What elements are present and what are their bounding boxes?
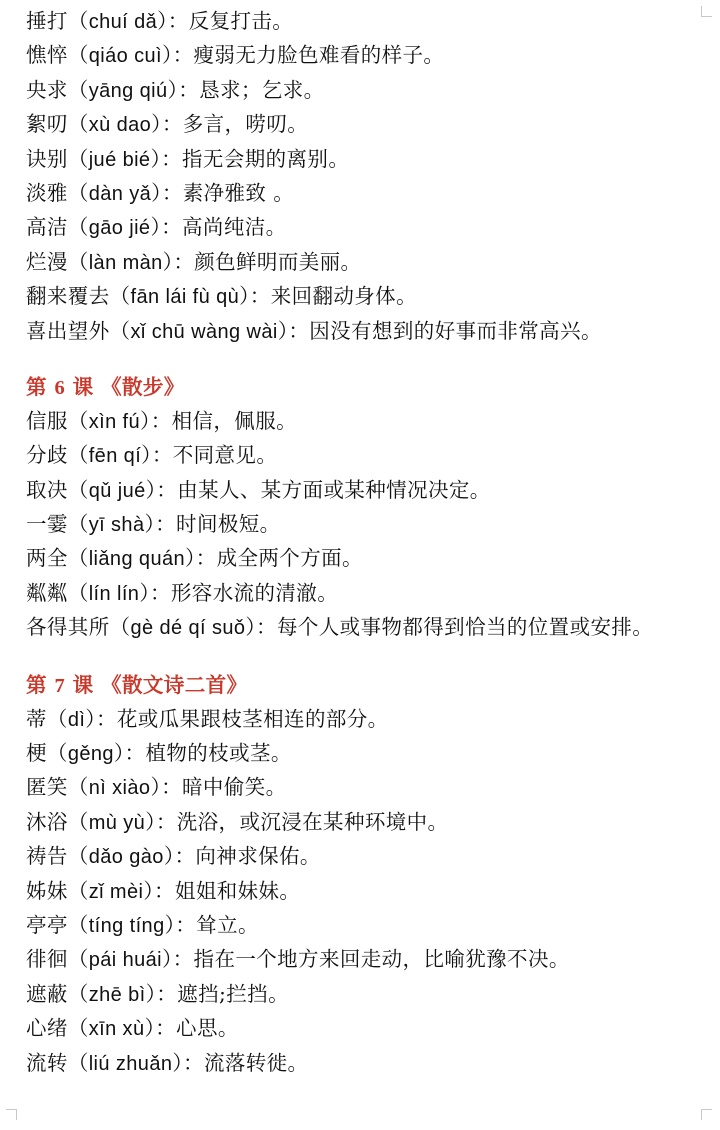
vocab-pinyin: xù dao bbox=[88, 114, 152, 137]
vocab-pinyin: lín lín bbox=[88, 582, 140, 605]
vocab-definition: 每个人或事物都得到恰当的位置或安排。 bbox=[276, 615, 654, 640]
open-paren: （ bbox=[46, 741, 68, 766]
vocab-entry bbox=[26, 107, 694, 141]
vocab-pinyin: fēn qí bbox=[88, 445, 142, 468]
vocab-definition: 成全两个方面。 bbox=[216, 546, 363, 571]
vocab-pinyin: gāo jié bbox=[88, 217, 151, 240]
vocab-word: 取决 bbox=[26, 477, 68, 502]
vocab-word: 翻来覆去 bbox=[26, 284, 110, 309]
open-paren: （ bbox=[67, 580, 89, 605]
open-paren: （ bbox=[46, 706, 68, 731]
close-paren-colon: ）： bbox=[163, 844, 196, 869]
open-paren: （ bbox=[67, 9, 89, 33]
open-paren: （ bbox=[67, 809, 89, 834]
vocab-word: 亭亭 bbox=[26, 913, 68, 937]
vocab-word: 蒂 bbox=[26, 706, 47, 731]
vocab-definition: 多言，唠叨。 bbox=[182, 112, 309, 137]
vocab-entry bbox=[26, 210, 694, 244]
vocab-definition: 由某人、某方面或某种情况决定。 bbox=[177, 477, 491, 502]
vocab-entry bbox=[26, 314, 694, 348]
lesson-heading bbox=[26, 668, 694, 702]
vocab-word: 姊妹 bbox=[26, 878, 68, 903]
open-paren: （ bbox=[67, 1050, 89, 1075]
vocab-pinyin: qǔ jué bbox=[88, 479, 146, 502]
vocab-word: 徘徊 bbox=[26, 947, 68, 972]
vocab-definition: 因没有想到的好事而非常高兴。 bbox=[309, 318, 602, 343]
vocab-word: 诀别 bbox=[26, 146, 68, 171]
vocab-entry bbox=[26, 541, 694, 575]
vocab-word: 心绪 bbox=[26, 1016, 68, 1041]
close-paren-colon: ）： bbox=[113, 741, 146, 766]
page-corner-mark bbox=[6, 1109, 17, 1120]
lesson-title: 课 《散文诗二首》 bbox=[72, 672, 248, 697]
vocab-definition: 时间极短。 bbox=[176, 512, 281, 537]
close-paren-colon: ）： bbox=[245, 615, 277, 640]
close-paren-colon: ）： bbox=[150, 775, 183, 800]
vocab-definition: 反复打击。 bbox=[188, 9, 294, 33]
vocab-word: 匿笑 bbox=[26, 775, 68, 800]
close-paren-colon: ）： bbox=[139, 580, 171, 605]
open-paren: （ bbox=[109, 284, 131, 309]
open-paren: （ bbox=[67, 878, 89, 903]
vocab-entry bbox=[26, 942, 694, 976]
vocab-definition: 耸立。 bbox=[196, 913, 259, 937]
vocab-word: 各得其所 bbox=[26, 615, 110, 640]
vocab-entry bbox=[26, 279, 694, 313]
close-paren-colon: ）： bbox=[145, 477, 178, 502]
vocab-pinyin: xìn fú bbox=[88, 410, 141, 433]
close-paren-colon: ）： bbox=[144, 1016, 177, 1041]
vocab-pinyin: zǐ mèi bbox=[88, 880, 144, 903]
close-paren-colon: ）： bbox=[239, 284, 271, 309]
open-paren: （ bbox=[67, 180, 89, 205]
vocab-definition: 不同意见。 bbox=[172, 443, 278, 468]
lesson-title: 课 《散步》 bbox=[72, 374, 185, 399]
page-corner-mark bbox=[701, 1109, 712, 1120]
vocab-entry bbox=[26, 73, 694, 107]
vocab-entry bbox=[26, 438, 694, 472]
vocab-definition: 高尚纯洁。 bbox=[182, 215, 287, 240]
vocab-word: 祷告 bbox=[26, 844, 68, 869]
vocab-entry bbox=[26, 4, 694, 38]
close-paren-colon: ）： bbox=[277, 318, 310, 343]
vocab-pinyin: dǎo gào bbox=[88, 846, 164, 869]
vocab-definition: 瘦弱无力脸色难看的样子。 bbox=[193, 43, 445, 68]
lesson-heading-prefix: 第 bbox=[26, 374, 47, 399]
vocab-entry bbox=[26, 576, 694, 610]
vocab-definition: 遮挡;拦挡。 bbox=[177, 981, 289, 1006]
vocab-pinyin: mù yù bbox=[88, 811, 146, 834]
vocab-definition: 心思。 bbox=[176, 1016, 239, 1041]
vocab-entry bbox=[26, 908, 694, 942]
open-paren: （ bbox=[67, 546, 89, 571]
vocab-pinyin: qiáo cuì bbox=[88, 45, 162, 68]
close-paren-colon: ）： bbox=[161, 43, 194, 68]
close-paren-colon: ）： bbox=[143, 878, 175, 903]
vocab-entry bbox=[26, 805, 694, 839]
vocab-definition: 恳求；乞求。 bbox=[199, 77, 325, 102]
close-paren-colon: ）： bbox=[172, 1050, 204, 1075]
close-paren-colon: ）： bbox=[150, 146, 183, 171]
vocab-entry bbox=[26, 874, 694, 908]
vocab-definition: 指无会期的离别。 bbox=[182, 146, 350, 171]
open-paren: （ bbox=[67, 1016, 89, 1041]
vocab-pinyin: yī shà bbox=[88, 514, 145, 537]
vocab-pinyin: dì bbox=[67, 708, 86, 731]
open-paren: （ bbox=[67, 77, 89, 102]
vocab-entry bbox=[26, 142, 694, 176]
vocab-definition: 颜色鲜明而美丽。 bbox=[194, 249, 362, 274]
vocab-entry bbox=[26, 736, 694, 770]
open-paren: （ bbox=[109, 615, 131, 640]
close-paren-colon: ）： bbox=[151, 112, 183, 137]
close-paren-colon: ）： bbox=[164, 913, 197, 937]
close-paren-colon: ）： bbox=[144, 512, 177, 537]
vocab-pinyin: yāng qiú bbox=[88, 79, 168, 102]
vocab-pinyin: chuí dǎ bbox=[88, 11, 158, 33]
close-paren-colon: ）： bbox=[151, 180, 183, 205]
vocab-pinyin: liǎng quán bbox=[88, 548, 186, 571]
vocab-word: 两全 bbox=[26, 546, 68, 571]
vocab-pinyin: pái huái bbox=[88, 949, 162, 972]
vocab-definition: 向神求保佑。 bbox=[195, 844, 321, 869]
vocab-entry bbox=[26, 1046, 694, 1080]
vocab-definition: 流落转徙。 bbox=[203, 1050, 309, 1075]
vocab-pinyin: fān lái fù qù bbox=[130, 286, 240, 309]
open-paren: （ bbox=[67, 215, 89, 240]
vocab-entry bbox=[26, 176, 694, 210]
vocab-definition: 指在一个地方来回走动，比喻犹豫不决。 bbox=[193, 947, 570, 972]
vocab-word: 淡雅 bbox=[26, 180, 68, 205]
close-paren-colon: ）： bbox=[157, 9, 189, 33]
vocab-word: 高洁 bbox=[26, 215, 68, 240]
close-paren-colon: ）： bbox=[167, 77, 200, 102]
vocab-word: 央求 bbox=[26, 77, 68, 102]
vocab-word: 沐浴 bbox=[26, 809, 68, 834]
section-spacer bbox=[26, 348, 694, 370]
vocab-word: 一霎 bbox=[26, 512, 68, 537]
vocab-definition: 洗浴，或沉浸在某种环境中。 bbox=[176, 809, 449, 834]
open-paren: （ bbox=[67, 947, 89, 972]
vocab-word: 遮蔽 bbox=[26, 981, 68, 1006]
page-corner-mark bbox=[701, 6, 712, 17]
close-paren-colon: ）： bbox=[162, 249, 195, 274]
vocab-entry bbox=[26, 473, 694, 507]
vocab-pinyin: xīn xù bbox=[88, 1018, 145, 1041]
open-paren: （ bbox=[67, 249, 89, 274]
vocab-definition: 花或瓜果跟枝茎相连的部分。 bbox=[116, 706, 389, 731]
vocab-word: 絮叨 bbox=[26, 112, 68, 137]
open-paren: （ bbox=[67, 477, 89, 502]
close-paren-colon: ）： bbox=[150, 215, 183, 240]
vocab-entry bbox=[26, 1011, 694, 1045]
open-paren: （ bbox=[67, 981, 89, 1006]
vocab-pinyin: nì xiào bbox=[88, 777, 151, 800]
open-paren: （ bbox=[67, 512, 89, 537]
vocab-pinyin: zhē bì bbox=[88, 983, 146, 1006]
vocab-pinyin: xǐ chū wàng wài bbox=[130, 320, 278, 343]
close-paren-colon: ）： bbox=[141, 443, 173, 468]
vocab-entry bbox=[26, 770, 694, 804]
close-paren-colon: ）： bbox=[161, 947, 194, 972]
open-paren: （ bbox=[67, 408, 89, 433]
vocab-word: 烂漫 bbox=[26, 249, 68, 274]
vocab-pinyin: tíng tíng bbox=[88, 915, 165, 937]
vocab-pinyin: dàn yǎ bbox=[88, 182, 152, 205]
vocab-word: 梗 bbox=[26, 741, 47, 766]
open-paren: （ bbox=[67, 844, 89, 869]
vocab-entry bbox=[26, 610, 694, 645]
close-paren-colon: ）： bbox=[140, 408, 172, 433]
vocab-word: 憔悴 bbox=[26, 43, 68, 68]
vocab-word: 信服 bbox=[26, 408, 68, 433]
close-paren-colon: ）： bbox=[185, 546, 217, 571]
vocab-entry bbox=[26, 977, 694, 1011]
section-spacer bbox=[26, 646, 694, 668]
vocabulary-list bbox=[26, 4, 694, 1080]
vocab-pinyin: liú zhuǎn bbox=[88, 1052, 173, 1075]
open-paren: （ bbox=[67, 146, 89, 171]
vocab-definition: 形容水流的清澈。 bbox=[170, 580, 339, 605]
lesson-number: 6 bbox=[54, 376, 66, 399]
open-paren: （ bbox=[67, 443, 89, 468]
close-paren-colon: ）： bbox=[145, 809, 177, 834]
open-paren: （ bbox=[67, 913, 89, 937]
vocab-definition: 相信，佩服。 bbox=[171, 408, 298, 433]
lesson-heading bbox=[26, 370, 694, 404]
close-paren-colon: ）： bbox=[145, 981, 178, 1006]
vocab-definition: 来回翻动身体。 bbox=[270, 284, 417, 309]
vocab-pinyin: gěng bbox=[67, 743, 114, 766]
vocab-word: 喜出望外 bbox=[26, 318, 110, 343]
vocab-word: 粼粼 bbox=[26, 580, 68, 605]
close-paren-colon: ）： bbox=[85, 706, 117, 731]
vocab-pinyin: jué bié bbox=[88, 148, 151, 171]
vocab-entry bbox=[26, 245, 694, 279]
open-paren: （ bbox=[67, 112, 89, 137]
vocab-entry bbox=[26, 38, 694, 72]
vocab-definition: 暗中偷笑。 bbox=[182, 775, 287, 800]
vocab-pinyin: gè dé qí suǒ bbox=[130, 617, 246, 640]
vocab-word: 捶打 bbox=[26, 9, 68, 33]
lesson-number: 7 bbox=[54, 674, 66, 697]
vocab-definition: 植物的枝或茎。 bbox=[145, 741, 292, 766]
vocab-entry bbox=[26, 702, 694, 736]
vocab-entry bbox=[26, 404, 694, 438]
open-paren: （ bbox=[109, 318, 131, 343]
open-paren: （ bbox=[67, 775, 89, 800]
vocab-word: 流转 bbox=[26, 1050, 68, 1075]
vocab-definition: 姐姐和妹妹。 bbox=[174, 878, 301, 903]
vocab-definition: 素净雅致 。 bbox=[182, 180, 295, 205]
vocab-entry bbox=[26, 507, 694, 541]
vocab-entry bbox=[26, 839, 694, 873]
lesson-heading-prefix: 第 bbox=[26, 672, 47, 697]
vocab-pinyin: làn màn bbox=[88, 251, 163, 274]
open-paren: （ bbox=[67, 43, 89, 68]
vocab-word: 分歧 bbox=[26, 443, 68, 468]
